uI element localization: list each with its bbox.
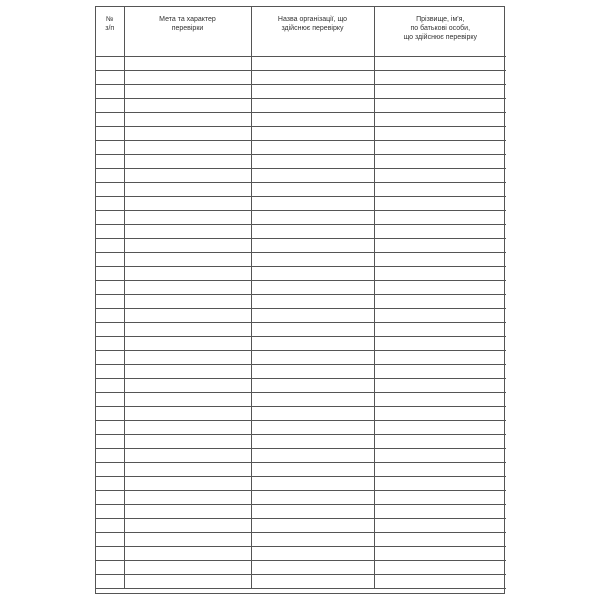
cell-number[interactable] bbox=[96, 532, 124, 546]
cell-purpose[interactable] bbox=[124, 196, 251, 210]
table-row bbox=[96, 196, 506, 210]
cell-organization[interactable] bbox=[251, 238, 374, 252]
cell-purpose[interactable] bbox=[124, 518, 251, 532]
table-row bbox=[96, 224, 506, 238]
cell-number[interactable] bbox=[96, 420, 124, 434]
table-row bbox=[96, 126, 506, 140]
table-row bbox=[96, 56, 506, 70]
cell-purpose[interactable] bbox=[124, 224, 251, 238]
cell-number[interactable] bbox=[96, 462, 124, 476]
table-row bbox=[96, 462, 506, 476]
cell-purpose[interactable] bbox=[124, 294, 251, 308]
table-row bbox=[96, 420, 506, 434]
table-row bbox=[96, 210, 506, 224]
cell-inspector[interactable] bbox=[374, 224, 506, 238]
cell-inspector[interactable] bbox=[374, 154, 506, 168]
cell-inspector[interactable] bbox=[374, 378, 506, 392]
cell-purpose[interactable] bbox=[124, 126, 251, 140]
table-row bbox=[96, 392, 506, 406]
cell-purpose[interactable] bbox=[124, 350, 251, 364]
cell-inspector[interactable] bbox=[374, 462, 506, 476]
cell-inspector[interactable] bbox=[374, 518, 506, 532]
cell-purpose[interactable] bbox=[124, 546, 251, 560]
cell-number[interactable] bbox=[96, 490, 124, 504]
cell-organization[interactable] bbox=[251, 84, 374, 98]
cell-number[interactable] bbox=[96, 168, 124, 182]
cell-purpose[interactable] bbox=[124, 252, 251, 266]
cell-inspector[interactable] bbox=[374, 532, 506, 546]
cell-purpose[interactable] bbox=[124, 266, 251, 280]
cell-purpose[interactable] bbox=[124, 308, 251, 322]
cell-number[interactable] bbox=[96, 546, 124, 560]
cell-purpose[interactable] bbox=[124, 504, 251, 518]
table-row bbox=[96, 280, 506, 294]
cell-number[interactable] bbox=[96, 112, 124, 126]
cell-inspector[interactable] bbox=[374, 448, 506, 462]
table-row bbox=[96, 84, 506, 98]
cell-organization[interactable] bbox=[251, 210, 374, 224]
table-row bbox=[96, 518, 506, 532]
cell-inspector[interactable] bbox=[374, 98, 506, 112]
cell-organization[interactable] bbox=[251, 434, 374, 448]
cell-number[interactable] bbox=[96, 84, 124, 98]
cell-inspector[interactable] bbox=[374, 504, 506, 518]
column-header-organization: Назва організації, що здійснює перевірку bbox=[251, 7, 374, 56]
cell-inspector[interactable] bbox=[374, 560, 506, 574]
cell-organization[interactable] bbox=[251, 476, 374, 490]
cell-number[interactable] bbox=[96, 406, 124, 420]
table-row bbox=[96, 574, 506, 588]
table-row bbox=[96, 140, 506, 154]
cell-organization[interactable] bbox=[251, 574, 374, 588]
cell-purpose[interactable] bbox=[124, 84, 251, 98]
cell-organization[interactable] bbox=[251, 420, 374, 434]
cell-number[interactable] bbox=[96, 336, 124, 350]
table-row bbox=[96, 546, 506, 560]
cell-inspector[interactable] bbox=[374, 56, 506, 70]
cell-organization[interactable] bbox=[251, 112, 374, 126]
cell-purpose[interactable] bbox=[124, 70, 251, 84]
cell-inspector[interactable] bbox=[374, 406, 506, 420]
cell-inspector[interactable] bbox=[374, 112, 506, 126]
cell-organization[interactable] bbox=[251, 546, 374, 560]
cell-purpose[interactable] bbox=[124, 392, 251, 406]
cell-number[interactable] bbox=[96, 476, 124, 490]
cell-organization[interactable] bbox=[251, 336, 374, 350]
cell-number[interactable] bbox=[96, 392, 124, 406]
cell-purpose[interactable] bbox=[124, 406, 251, 420]
cell-purpose[interactable] bbox=[124, 378, 251, 392]
cell-organization[interactable] bbox=[251, 280, 374, 294]
table-row bbox=[96, 154, 506, 168]
cell-inspector[interactable] bbox=[374, 294, 506, 308]
cell-organization[interactable] bbox=[251, 378, 374, 392]
cell-number[interactable] bbox=[96, 154, 124, 168]
inspection-log-table bbox=[96, 7, 506, 589]
cell-organization[interactable] bbox=[251, 56, 374, 70]
table-row bbox=[96, 238, 506, 252]
cell-purpose[interactable] bbox=[124, 98, 251, 112]
table-row bbox=[96, 378, 506, 392]
table-row bbox=[96, 308, 506, 322]
table-row bbox=[96, 476, 506, 490]
cell-inspector[interactable] bbox=[374, 70, 506, 84]
cell-inspector[interactable] bbox=[374, 126, 506, 140]
cell-inspector[interactable] bbox=[374, 322, 506, 336]
cell-organization[interactable] bbox=[251, 448, 374, 462]
cell-number[interactable] bbox=[96, 210, 124, 224]
cell-organization[interactable] bbox=[251, 266, 374, 280]
table-row bbox=[96, 350, 506, 364]
table-row bbox=[96, 434, 506, 448]
cell-inspector[interactable] bbox=[374, 238, 506, 252]
cell-number[interactable] bbox=[96, 518, 124, 532]
journal-page bbox=[95, 6, 505, 594]
cell-organization[interactable] bbox=[251, 126, 374, 140]
cell-purpose[interactable] bbox=[124, 168, 251, 182]
cell-inspector[interactable] bbox=[374, 546, 506, 560]
cell-number[interactable] bbox=[96, 322, 124, 336]
cell-organization[interactable] bbox=[251, 196, 374, 210]
column-header-number: № з/п bbox=[96, 7, 124, 56]
cell-number[interactable] bbox=[96, 350, 124, 364]
cell-organization[interactable] bbox=[251, 154, 374, 168]
cell-inspector[interactable] bbox=[374, 182, 506, 196]
cell-organization[interactable] bbox=[251, 168, 374, 182]
cell-inspector[interactable] bbox=[374, 350, 506, 364]
cell-purpose[interactable] bbox=[124, 280, 251, 294]
cell-organization[interactable] bbox=[251, 364, 374, 378]
table-row bbox=[96, 168, 506, 182]
table-row bbox=[96, 448, 506, 462]
table-row bbox=[96, 294, 506, 308]
cell-number[interactable] bbox=[96, 56, 124, 70]
cell-purpose[interactable] bbox=[124, 434, 251, 448]
cell-organization[interactable] bbox=[251, 560, 374, 574]
cell-inspector[interactable] bbox=[374, 140, 506, 154]
cell-purpose[interactable] bbox=[124, 364, 251, 378]
cell-number[interactable] bbox=[96, 574, 124, 588]
table-header bbox=[96, 7, 506, 56]
cell-purpose[interactable] bbox=[124, 490, 251, 504]
cell-number[interactable] bbox=[96, 434, 124, 448]
table-row bbox=[96, 336, 506, 350]
cell-number[interactable] bbox=[96, 364, 124, 378]
cell-number[interactable] bbox=[96, 560, 124, 574]
cell-number[interactable] bbox=[96, 98, 124, 112]
cell-inspector[interactable] bbox=[374, 252, 506, 266]
table-row bbox=[96, 322, 506, 336]
cell-purpose[interactable] bbox=[124, 476, 251, 490]
cell-purpose[interactable] bbox=[124, 420, 251, 434]
cell-inspector[interactable] bbox=[374, 210, 506, 224]
cell-organization[interactable] bbox=[251, 98, 374, 112]
cell-purpose[interactable] bbox=[124, 140, 251, 154]
header-row bbox=[96, 7, 506, 56]
cell-organization[interactable] bbox=[251, 350, 374, 364]
column-header-inspector: Прізвище, ім'я, по батькові особи, що здійснює перевірку bbox=[374, 7, 506, 56]
cell-organization[interactable] bbox=[251, 504, 374, 518]
cell-purpose[interactable] bbox=[124, 448, 251, 462]
cell-purpose[interactable] bbox=[124, 462, 251, 476]
cell-number[interactable] bbox=[96, 280, 124, 294]
table-row bbox=[96, 70, 506, 84]
cell-purpose[interactable] bbox=[124, 532, 251, 546]
cell-inspector[interactable] bbox=[374, 196, 506, 210]
cell-inspector[interactable] bbox=[374, 336, 506, 350]
cell-inspector[interactable] bbox=[374, 84, 506, 98]
table-row bbox=[96, 532, 506, 546]
cell-number[interactable] bbox=[96, 294, 124, 308]
cell-inspector[interactable] bbox=[374, 490, 506, 504]
cell-inspector[interactable] bbox=[374, 476, 506, 490]
cell-number[interactable] bbox=[96, 238, 124, 252]
cell-inspector[interactable] bbox=[374, 168, 506, 182]
cell-organization[interactable] bbox=[251, 518, 374, 532]
column-header-purpose: Мета та характер перевірки bbox=[124, 7, 251, 56]
cell-purpose[interactable] bbox=[124, 322, 251, 336]
cell-purpose[interactable] bbox=[124, 182, 251, 196]
cell-organization[interactable] bbox=[251, 70, 374, 84]
cell-inspector[interactable] bbox=[374, 392, 506, 406]
cell-inspector[interactable] bbox=[374, 308, 506, 322]
cell-inspector[interactable] bbox=[374, 364, 506, 378]
cell-organization[interactable] bbox=[251, 224, 374, 238]
cell-inspector[interactable] bbox=[374, 280, 506, 294]
cell-purpose[interactable] bbox=[124, 574, 251, 588]
cell-number[interactable] bbox=[96, 308, 124, 322]
cell-purpose[interactable] bbox=[124, 210, 251, 224]
table-row bbox=[96, 504, 506, 518]
cell-inspector[interactable] bbox=[374, 574, 506, 588]
cell-number[interactable] bbox=[96, 224, 124, 238]
cell-inspector[interactable] bbox=[374, 434, 506, 448]
cell-number[interactable] bbox=[96, 504, 124, 518]
cell-organization[interactable] bbox=[251, 252, 374, 266]
table-row bbox=[96, 112, 506, 126]
table-row bbox=[96, 98, 506, 112]
cell-organization[interactable] bbox=[251, 294, 374, 308]
cell-organization[interactable] bbox=[251, 322, 374, 336]
cell-number[interactable] bbox=[96, 266, 124, 280]
cell-number[interactable] bbox=[96, 378, 124, 392]
cell-number[interactable] bbox=[96, 70, 124, 84]
table-row bbox=[96, 406, 506, 420]
cell-organization[interactable] bbox=[251, 462, 374, 476]
cell-purpose[interactable] bbox=[124, 154, 251, 168]
cell-organization[interactable] bbox=[251, 532, 374, 546]
table-row bbox=[96, 182, 506, 196]
cell-number[interactable] bbox=[96, 196, 124, 210]
cell-purpose[interactable] bbox=[124, 336, 251, 350]
cell-organization[interactable] bbox=[251, 140, 374, 154]
cell-number[interactable] bbox=[96, 252, 124, 266]
cell-purpose[interactable] bbox=[124, 560, 251, 574]
cell-purpose[interactable] bbox=[124, 238, 251, 252]
table-row bbox=[96, 252, 506, 266]
cell-organization[interactable] bbox=[251, 182, 374, 196]
cell-purpose[interactable] bbox=[124, 112, 251, 126]
cell-organization[interactable] bbox=[251, 490, 374, 504]
cell-number[interactable] bbox=[96, 448, 124, 462]
cell-number[interactable] bbox=[96, 126, 124, 140]
cell-inspector[interactable] bbox=[374, 420, 506, 434]
cell-number[interactable] bbox=[96, 182, 124, 196]
table-row bbox=[96, 560, 506, 574]
table-row bbox=[96, 490, 506, 504]
cell-inspector[interactable] bbox=[374, 266, 506, 280]
table-row bbox=[96, 364, 506, 378]
cell-organization[interactable] bbox=[251, 308, 374, 322]
cell-organization[interactable] bbox=[251, 392, 374, 406]
cell-purpose[interactable] bbox=[124, 56, 251, 70]
table-row bbox=[96, 266, 506, 280]
table-body bbox=[96, 56, 506, 588]
cell-organization[interactable] bbox=[251, 406, 374, 420]
cell-number[interactable] bbox=[96, 140, 124, 154]
